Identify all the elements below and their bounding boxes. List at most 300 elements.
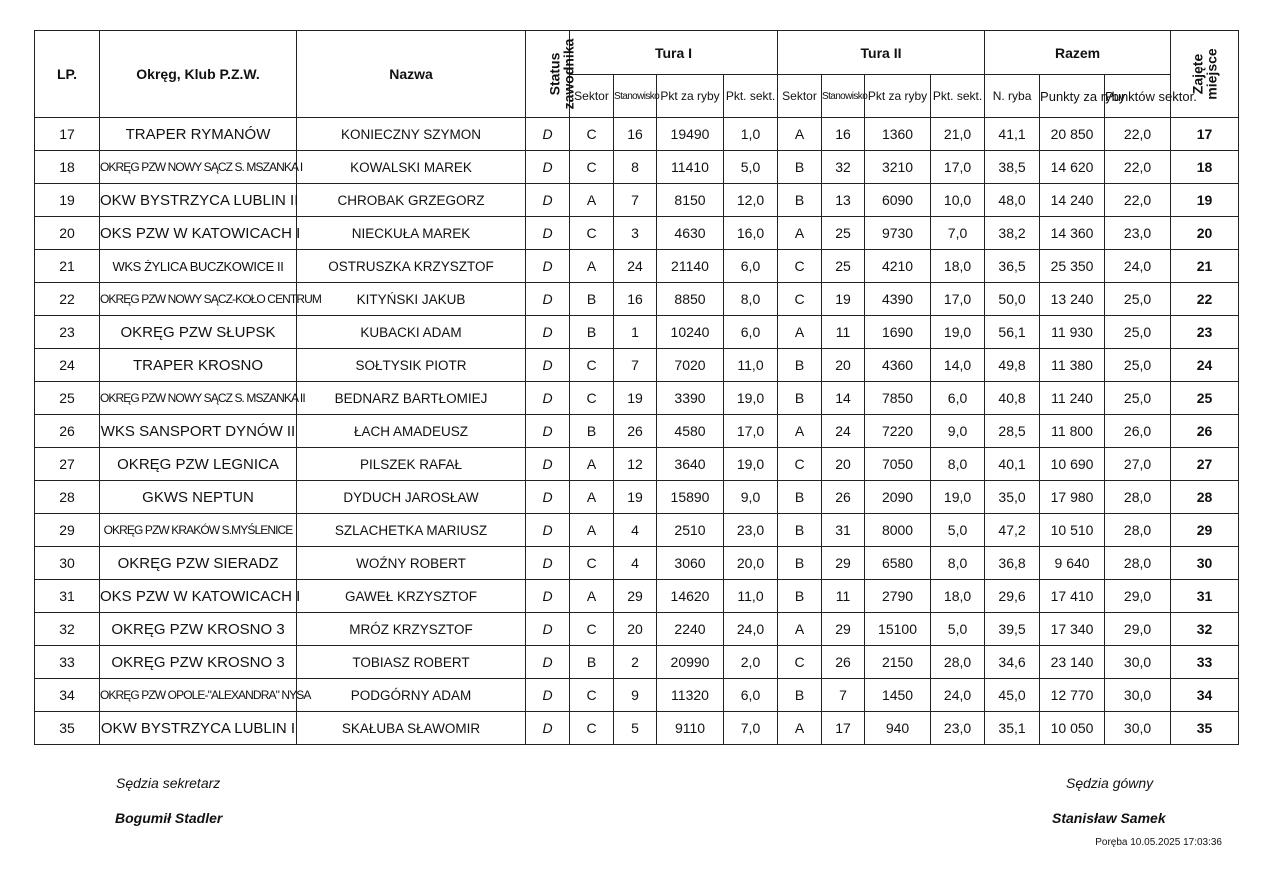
cell-name: NIECKUŁA MAREK <box>297 217 526 250</box>
cell-status: D <box>526 184 570 217</box>
cell-tura1-pkt-sekt: 24,0 <box>724 613 778 646</box>
cell-club: OKRĘG PZW KROSNO 3 <box>100 646 297 679</box>
cell-razem-punktow-sektor: 25,0 <box>1105 349 1171 382</box>
cell-razem-punkty: 11 240 <box>1040 382 1105 415</box>
cell-razem-punkty: 11 800 <box>1040 415 1105 448</box>
cell-tura1-pkt-sekt: 9,0 <box>724 481 778 514</box>
cell-razem-n-ryba: 36,8 <box>985 547 1040 580</box>
tura2-header: Tura II <box>778 31 985 75</box>
col-club-header: Okręg, Klub P.Z.W. <box>100 31 297 118</box>
cell-tura2-sector: A <box>778 613 822 646</box>
cell-tura1-pkt-sekt: 11,0 <box>724 349 778 382</box>
cell-lp: 22 <box>35 283 100 316</box>
cell-tura1-sector: A <box>570 580 614 613</box>
cell-tura2-stanowisko: 20 <box>822 349 865 382</box>
cell-status: D <box>526 679 570 712</box>
cell-lp: 28 <box>35 481 100 514</box>
cell-tura2-pkt-ryby: 8000 <box>865 514 931 547</box>
cell-razem-n-ryba: 40,1 <box>985 448 1040 481</box>
cell-name: SOŁTYSIK PIOTR <box>297 349 526 382</box>
cell-razem-punktow-sektor: 26,0 <box>1105 415 1171 448</box>
cell-tura1-stanowisko: 19 <box>614 382 657 415</box>
cell-tura1-pkt-ryby: 9110 <box>657 712 724 745</box>
cell-tura2-stanowisko: 7 <box>822 679 865 712</box>
cell-tura2-pkt-ryby: 1360 <box>865 118 931 151</box>
cell-razem-n-ryba: 38,2 <box>985 217 1040 250</box>
cell-tura1-pkt-sekt: 19,0 <box>724 448 778 481</box>
place-date-stamp: Poręba 10.05.2025 17:03:36 <box>1095 837 1222 848</box>
cell-razem-n-ryba: 36,5 <box>985 250 1040 283</box>
results-table <box>34 30 1239 745</box>
cell-tura2-pkt-ryby: 4210 <box>865 250 931 283</box>
cell-tura2-stanowisko: 19 <box>822 283 865 316</box>
cell-tura2-pkt-ryby: 7050 <box>865 448 931 481</box>
cell-club: GKWS NEPTUN <box>100 481 297 514</box>
cell-name: OSTRUSZKA KRZYSZTOF <box>297 250 526 283</box>
cell-name: KITYŃSKI JAKUB <box>297 283 526 316</box>
cell-lp: 24 <box>35 349 100 382</box>
table-row <box>35 712 1239 745</box>
cell-name: PODGÓRNY ADAM <box>297 679 526 712</box>
tura1-header: Tura I <box>570 31 778 75</box>
cell-tura1-stanowisko: 7 <box>614 349 657 382</box>
cell-tura2-stanowisko: 14 <box>822 382 865 415</box>
cell-tura2-sector: B <box>778 679 822 712</box>
cell-tura1-sector: C <box>570 217 614 250</box>
cell-razem-n-ryba: 28,5 <box>985 415 1040 448</box>
cell-tura1-pkt-ryby: 14620 <box>657 580 724 613</box>
cell-place: 22 <box>1171 283 1239 316</box>
cell-tura2-sector: B <box>778 349 822 382</box>
tura2-sector-header: Sektor <box>778 75 822 118</box>
cell-lp: 33 <box>35 646 100 679</box>
cell-status: D <box>526 349 570 382</box>
cell-tura2-sector: B <box>778 580 822 613</box>
cell-tura1-stanowisko: 7 <box>614 184 657 217</box>
cell-lp: 25 <box>35 382 100 415</box>
cell-lp: 31 <box>35 580 100 613</box>
cell-razem-punktow-sektor: 30,0 <box>1105 679 1171 712</box>
secretary-name: Bogumił Stadler <box>115 810 223 826</box>
cell-razem-punkty: 17 980 <box>1040 481 1105 514</box>
cell-razem-n-ryba: 39,5 <box>985 613 1040 646</box>
place-header-line2: miejsce <box>1203 47 1220 100</box>
cell-name: PILSZEK RAFAŁ <box>297 448 526 481</box>
cell-status: D <box>526 514 570 547</box>
cell-lp: 32 <box>35 613 100 646</box>
cell-tura1-sector: C <box>570 712 614 745</box>
cell-tura1-pkt-sekt: 2,0 <box>724 646 778 679</box>
cell-tura2-sector: A <box>778 316 822 349</box>
cell-status: D <box>526 448 570 481</box>
table-row <box>35 184 1239 217</box>
cell-razem-punktow-sektor: 28,0 <box>1105 514 1171 547</box>
cell-tura1-stanowisko: 12 <box>614 448 657 481</box>
secretary-title: Sędzia sekretarz <box>116 775 221 791</box>
cell-tura1-pkt-ryby: 2510 <box>657 514 724 547</box>
cell-tura2-sector: C <box>778 646 822 679</box>
cell-club: TRAPER RYMANÓW <box>100 118 297 151</box>
cell-status: D <box>526 250 570 283</box>
cell-tura2-stanowisko: 20 <box>822 448 865 481</box>
cell-razem-n-ryba: 49,8 <box>985 349 1040 382</box>
cell-razem-punktow-sektor: 28,0 <box>1105 547 1171 580</box>
table-row <box>35 514 1239 547</box>
cell-tura2-pkt-sekt: 23,0 <box>931 712 985 745</box>
cell-name: ŁACH AMADEUSZ <box>297 415 526 448</box>
cell-tura1-pkt-ryby: 11410 <box>657 151 724 184</box>
tura1-pkt-ryby-header: Pkt za ryby <box>657 75 724 118</box>
cell-tura2-stanowisko: 29 <box>822 613 865 646</box>
cell-tura2-pkt-ryby: 4360 <box>865 349 931 382</box>
cell-tura2-pkt-sekt: 8,0 <box>931 547 985 580</box>
cell-status: D <box>526 613 570 646</box>
cell-razem-punktow-sektor: 27,0 <box>1105 448 1171 481</box>
cell-tura1-pkt-ryby: 7020 <box>657 349 724 382</box>
cell-razem-punktow-sektor: 28,0 <box>1105 481 1171 514</box>
table-header <box>35 31 1239 118</box>
cell-tura1-sector: C <box>570 349 614 382</box>
cell-tura2-pkt-sekt: 6,0 <box>931 382 985 415</box>
cell-tura1-pkt-ryby: 3060 <box>657 547 724 580</box>
cell-lp: 19 <box>35 184 100 217</box>
cell-tura2-sector: A <box>778 415 822 448</box>
cell-tura1-pkt-ryby: 8150 <box>657 184 724 217</box>
tura1-sector-header: Sektor <box>570 75 614 118</box>
cell-status: D <box>526 580 570 613</box>
cell-tura2-stanowisko: 24 <box>822 415 865 448</box>
cell-tura2-pkt-ryby: 2090 <box>865 481 931 514</box>
cell-tura2-pkt-ryby: 6580 <box>865 547 931 580</box>
cell-status: D <box>526 481 570 514</box>
cell-lp: 17 <box>35 118 100 151</box>
cell-razem-punkty: 12 770 <box>1040 679 1105 712</box>
cell-place: 23 <box>1171 316 1239 349</box>
cell-tura1-stanowisko: 5 <box>614 712 657 745</box>
cell-razem-punkty: 14 620 <box>1040 151 1105 184</box>
cell-tura2-pkt-ryby: 7220 <box>865 415 931 448</box>
cell-razem-n-ryba: 45,0 <box>985 679 1040 712</box>
cell-name: GAWEŁ KRZYSZTOF <box>297 580 526 613</box>
table-row <box>35 646 1239 679</box>
cell-place: 25 <box>1171 382 1239 415</box>
cell-razem-punktow-sektor: 22,0 <box>1105 118 1171 151</box>
cell-razem-punktow-sektor: 25,0 <box>1105 283 1171 316</box>
cell-place: 26 <box>1171 415 1239 448</box>
cell-club: WKS SANSPORT DYNÓW II <box>100 415 297 448</box>
tura1-stanowisko-header: Stanowisko <box>614 75 657 118</box>
cell-tura1-stanowisko: 26 <box>614 415 657 448</box>
col-place-header <box>1171 31 1239 118</box>
cell-tura1-pkt-ryby: 2240 <box>657 613 724 646</box>
cell-razem-punkty: 10 050 <box>1040 712 1105 745</box>
cell-razem-n-ryba: 47,2 <box>985 514 1040 547</box>
cell-name: SKAŁUBA SŁAWOMIR <box>297 712 526 745</box>
cell-place: 31 <box>1171 580 1239 613</box>
cell-razem-punkty: 17 340 <box>1040 613 1105 646</box>
cell-tura2-sector: B <box>778 184 822 217</box>
cell-tura2-pkt-sekt: 5,0 <box>931 514 985 547</box>
cell-club: OKRĘG PZW NOWY SĄCZ S. MSZANKA II <box>100 382 297 415</box>
cell-tura1-stanowisko: 8 <box>614 151 657 184</box>
cell-razem-punktow-sektor: 22,0 <box>1105 184 1171 217</box>
cell-tura1-sector: C <box>570 118 614 151</box>
cell-tura2-stanowisko: 25 <box>822 217 865 250</box>
table-row <box>35 613 1239 646</box>
cell-razem-n-ryba: 48,0 <box>985 184 1040 217</box>
cell-status: D <box>526 415 570 448</box>
cell-place: 18 <box>1171 151 1239 184</box>
cell-place: 19 <box>1171 184 1239 217</box>
cell-tura1-stanowisko: 19 <box>614 481 657 514</box>
cell-name: DYDUCH JAROSŁAW <box>297 481 526 514</box>
cell-lp: 26 <box>35 415 100 448</box>
cell-lp: 20 <box>35 217 100 250</box>
cell-razem-n-ryba: 38,5 <box>985 151 1040 184</box>
cell-tura2-stanowisko: 32 <box>822 151 865 184</box>
cell-tura1-stanowisko: 16 <box>614 118 657 151</box>
cell-club: OKRĘG PZW SŁUPSK <box>100 316 297 349</box>
cell-tura1-sector: A <box>570 514 614 547</box>
cell-lp: 35 <box>35 712 100 745</box>
cell-tura1-stanowisko: 9 <box>614 679 657 712</box>
cell-club: OKS PZW W KATOWICACH I <box>100 217 297 250</box>
cell-tura2-pkt-ryby: 2150 <box>865 646 931 679</box>
cell-tura1-stanowisko: 3 <box>614 217 657 250</box>
cell-status: D <box>526 316 570 349</box>
cell-tura2-pkt-ryby: 7850 <box>865 382 931 415</box>
cell-razem-punkty: 20 850 <box>1040 118 1105 151</box>
cell-club: OKRĘG PZW NOWY SĄCZ-KOŁO CENTRUM <box>100 283 297 316</box>
cell-tura2-sector: A <box>778 217 822 250</box>
cell-status: D <box>526 283 570 316</box>
cell-lp: 34 <box>35 679 100 712</box>
cell-tura1-pkt-sekt: 17,0 <box>724 415 778 448</box>
cell-tura1-sector: B <box>570 283 614 316</box>
cell-razem-punkty: 10 510 <box>1040 514 1105 547</box>
cell-place: 32 <box>1171 613 1239 646</box>
cell-razem-punkty: 10 690 <box>1040 448 1105 481</box>
cell-tura1-sector: C <box>570 679 614 712</box>
cell-tura2-pkt-ryby: 1690 <box>865 316 931 349</box>
cell-club: WKS ŻYLICA BUCZKOWICE II <box>100 250 297 283</box>
cell-tura2-pkt-sekt: 18,0 <box>931 580 985 613</box>
table-row <box>35 316 1239 349</box>
cell-razem-punktow-sektor: 30,0 <box>1105 646 1171 679</box>
cell-tura2-pkt-sekt: 17,0 <box>931 151 985 184</box>
cell-lp: 23 <box>35 316 100 349</box>
cell-razem-punktow-sektor: 30,0 <box>1105 712 1171 745</box>
cell-razem-punktow-sektor: 29,0 <box>1105 580 1171 613</box>
cell-tura1-pkt-sekt: 12,0 <box>724 184 778 217</box>
cell-club: OKRĘG PZW OPOLE-"ALEXANDRA" NYSA <box>100 679 297 712</box>
cell-status: D <box>526 217 570 250</box>
cell-tura1-sector: C <box>570 151 614 184</box>
cell-place: 20 <box>1171 217 1239 250</box>
table-row <box>35 382 1239 415</box>
cell-tura1-stanowisko: 4 <box>614 547 657 580</box>
cell-tura2-stanowisko: 13 <box>822 184 865 217</box>
cell-tura2-pkt-sekt: 7,0 <box>931 217 985 250</box>
cell-tura2-pkt-ryby: 15100 <box>865 613 931 646</box>
table-row <box>35 415 1239 448</box>
col-name-header: Nazwa <box>297 31 526 118</box>
cell-place: 28 <box>1171 481 1239 514</box>
cell-lp: 27 <box>35 448 100 481</box>
cell-tura2-sector: B <box>778 481 822 514</box>
cell-name: KUBACKI ADAM <box>297 316 526 349</box>
cell-status: D <box>526 646 570 679</box>
cell-tura1-pkt-ryby: 21140 <box>657 250 724 283</box>
razem-punkty-header: Punkty za ryby <box>1040 75 1105 118</box>
table-row <box>35 481 1239 514</box>
cell-tura1-pkt-ryby: 4630 <box>657 217 724 250</box>
cell-tura2-pkt-sekt: 9,0 <box>931 415 985 448</box>
cell-club: OKRĘG PZW KRAKÓW S.MYŚLENICE <box>100 514 297 547</box>
razem-punktow-sektor-header: Punktów sektor. <box>1105 75 1171 118</box>
cell-razem-punkty: 17 410 <box>1040 580 1105 613</box>
cell-tura1-pkt-ryby: 3640 <box>657 448 724 481</box>
cell-place: 34 <box>1171 679 1239 712</box>
cell-tura2-pkt-sekt: 10,0 <box>931 184 985 217</box>
table-row <box>35 151 1239 184</box>
cell-razem-punkty: 13 240 <box>1040 283 1105 316</box>
table-row <box>35 118 1239 151</box>
cell-club: OKRĘG PZW LEGNICA <box>100 448 297 481</box>
cell-razem-punktow-sektor: 29,0 <box>1105 613 1171 646</box>
cell-razem-punktow-sektor: 25,0 <box>1105 316 1171 349</box>
cell-name: BEDNARZ BARTŁOMIEJ <box>297 382 526 415</box>
cell-tura2-pkt-ryby: 2790 <box>865 580 931 613</box>
cell-tura2-stanowisko: 11 <box>822 316 865 349</box>
cell-tura1-stanowisko: 20 <box>614 613 657 646</box>
cell-razem-punktow-sektor: 23,0 <box>1105 217 1171 250</box>
cell-tura1-pkt-sekt: 5,0 <box>724 151 778 184</box>
razem-n-ryba-header: N. ryba <box>985 75 1040 118</box>
cell-lp: 18 <box>35 151 100 184</box>
cell-tura1-sector: B <box>570 646 614 679</box>
status-header-line1: Status <box>546 52 563 95</box>
cell-tura1-pkt-ryby: 4580 <box>657 415 724 448</box>
cell-tura2-pkt-sekt: 28,0 <box>931 646 985 679</box>
razem-header: Razem <box>985 31 1171 75</box>
cell-razem-punkty: 25 350 <box>1040 250 1105 283</box>
cell-razem-n-ryba: 41,1 <box>985 118 1040 151</box>
cell-tura2-stanowisko: 11 <box>822 580 865 613</box>
cell-razem-punkty: 11 380 <box>1040 349 1105 382</box>
cell-tura1-sector: A <box>570 184 614 217</box>
tura2-stanowisko-header: Stanowisko <box>822 75 865 118</box>
cell-tura2-pkt-sekt: 19,0 <box>931 316 985 349</box>
table-row <box>35 679 1239 712</box>
cell-place: 24 <box>1171 349 1239 382</box>
cell-tura2-pkt-sekt: 14,0 <box>931 349 985 382</box>
cell-tura2-stanowisko: 26 <box>822 646 865 679</box>
cell-tura2-sector: A <box>778 118 822 151</box>
cell-tura2-pkt-sekt: 18,0 <box>931 250 985 283</box>
cell-razem-punkty: 23 140 <box>1040 646 1105 679</box>
cell-tura1-pkt-ryby: 3390 <box>657 382 724 415</box>
cell-razem-punkty: 9 640 <box>1040 547 1105 580</box>
cell-tura1-sector: A <box>570 481 614 514</box>
cell-razem-n-ryba: 35,0 <box>985 481 1040 514</box>
cell-razem-punktow-sektor: 22,0 <box>1105 151 1171 184</box>
cell-tura1-sector: B <box>570 316 614 349</box>
chief-judge-title: Sędzia gówny <box>1066 775 1154 791</box>
tura1-pkt-sekt-header: Pkt. sekt. <box>724 75 778 118</box>
cell-tura1-pkt-sekt: 6,0 <box>724 679 778 712</box>
cell-tura1-pkt-sekt: 20,0 <box>724 547 778 580</box>
cell-tura2-sector: B <box>778 547 822 580</box>
cell-club: OKRĘG PZW SIERADZ <box>100 547 297 580</box>
cell-razem-n-ryba: 35,1 <box>985 712 1040 745</box>
col-status-header <box>526 31 577 118</box>
cell-lp: 30 <box>35 547 100 580</box>
cell-tura2-pkt-ryby: 4390 <box>865 283 931 316</box>
cell-lp: 21 <box>35 250 100 283</box>
cell-place: 35 <box>1171 712 1239 745</box>
tura2-pkt-ryby-header: Pkt za ryby <box>865 75 931 118</box>
cell-place: 30 <box>1171 547 1239 580</box>
cell-razem-n-ryba: 40,8 <box>985 382 1040 415</box>
table-row <box>35 448 1239 481</box>
cell-name: TOBIASZ ROBERT <box>297 646 526 679</box>
cell-tura2-sector: B <box>778 514 822 547</box>
cell-razem-punkty: 14 240 <box>1040 184 1105 217</box>
cell-tura2-pkt-ryby: 6090 <box>865 184 931 217</box>
cell-tura2-pkt-ryby: 940 <box>865 712 931 745</box>
cell-tura2-pkt-ryby: 1450 <box>865 679 931 712</box>
cell-tura2-sector: C <box>778 250 822 283</box>
cell-lp: 29 <box>35 514 100 547</box>
cell-tura2-sector: B <box>778 382 822 415</box>
cell-club: OKRĘG PZW KROSNO 3 <box>100 613 297 646</box>
cell-status: D <box>526 151 570 184</box>
cell-name: KOWALSKI MAREK <box>297 151 526 184</box>
cell-razem-n-ryba: 56,1 <box>985 316 1040 349</box>
cell-razem-punkty: 11 930 <box>1040 316 1105 349</box>
cell-tura2-pkt-sekt: 24,0 <box>931 679 985 712</box>
cell-tura1-stanowisko: 2 <box>614 646 657 679</box>
cell-name: MRÓZ KRZYSZTOF <box>297 613 526 646</box>
cell-razem-n-ryba: 34,6 <box>985 646 1040 679</box>
chief-judge-name: Stanisław Samek <box>1052 810 1166 826</box>
cell-tura2-pkt-ryby: 9730 <box>865 217 931 250</box>
cell-razem-n-ryba: 29,6 <box>985 580 1040 613</box>
cell-club: TRAPER KROSNO <box>100 349 297 382</box>
cell-tura1-stanowisko: 4 <box>614 514 657 547</box>
cell-tura2-stanowisko: 17 <box>822 712 865 745</box>
cell-status: D <box>526 547 570 580</box>
cell-status: D <box>526 712 570 745</box>
cell-club: OKW BYSTRZYCA LUBLIN I <box>100 712 297 745</box>
cell-tura2-sector: A <box>778 712 822 745</box>
cell-tura1-pkt-ryby: 20990 <box>657 646 724 679</box>
cell-club: OKRĘG PZW NOWY SĄCZ S. MSZANKA I <box>100 151 297 184</box>
cell-name: KONIECZNY SZYMON <box>297 118 526 151</box>
cell-tura2-stanowisko: 25 <box>822 250 865 283</box>
cell-tura1-pkt-sekt: 23,0 <box>724 514 778 547</box>
cell-tura1-pkt-sekt: 7,0 <box>724 712 778 745</box>
cell-place: 27 <box>1171 448 1239 481</box>
cell-tura1-sector: A <box>570 250 614 283</box>
cell-club: OKW BYSTRZYCA LUBLIN II <box>100 184 297 217</box>
cell-tura2-pkt-sekt: 17,0 <box>931 283 985 316</box>
cell-tura1-pkt-sekt: 8,0 <box>724 283 778 316</box>
cell-tura2-pkt-ryby: 3210 <box>865 151 931 184</box>
cell-tura1-pkt-ryby: 8850 <box>657 283 724 316</box>
cell-tura2-sector: C <box>778 283 822 316</box>
